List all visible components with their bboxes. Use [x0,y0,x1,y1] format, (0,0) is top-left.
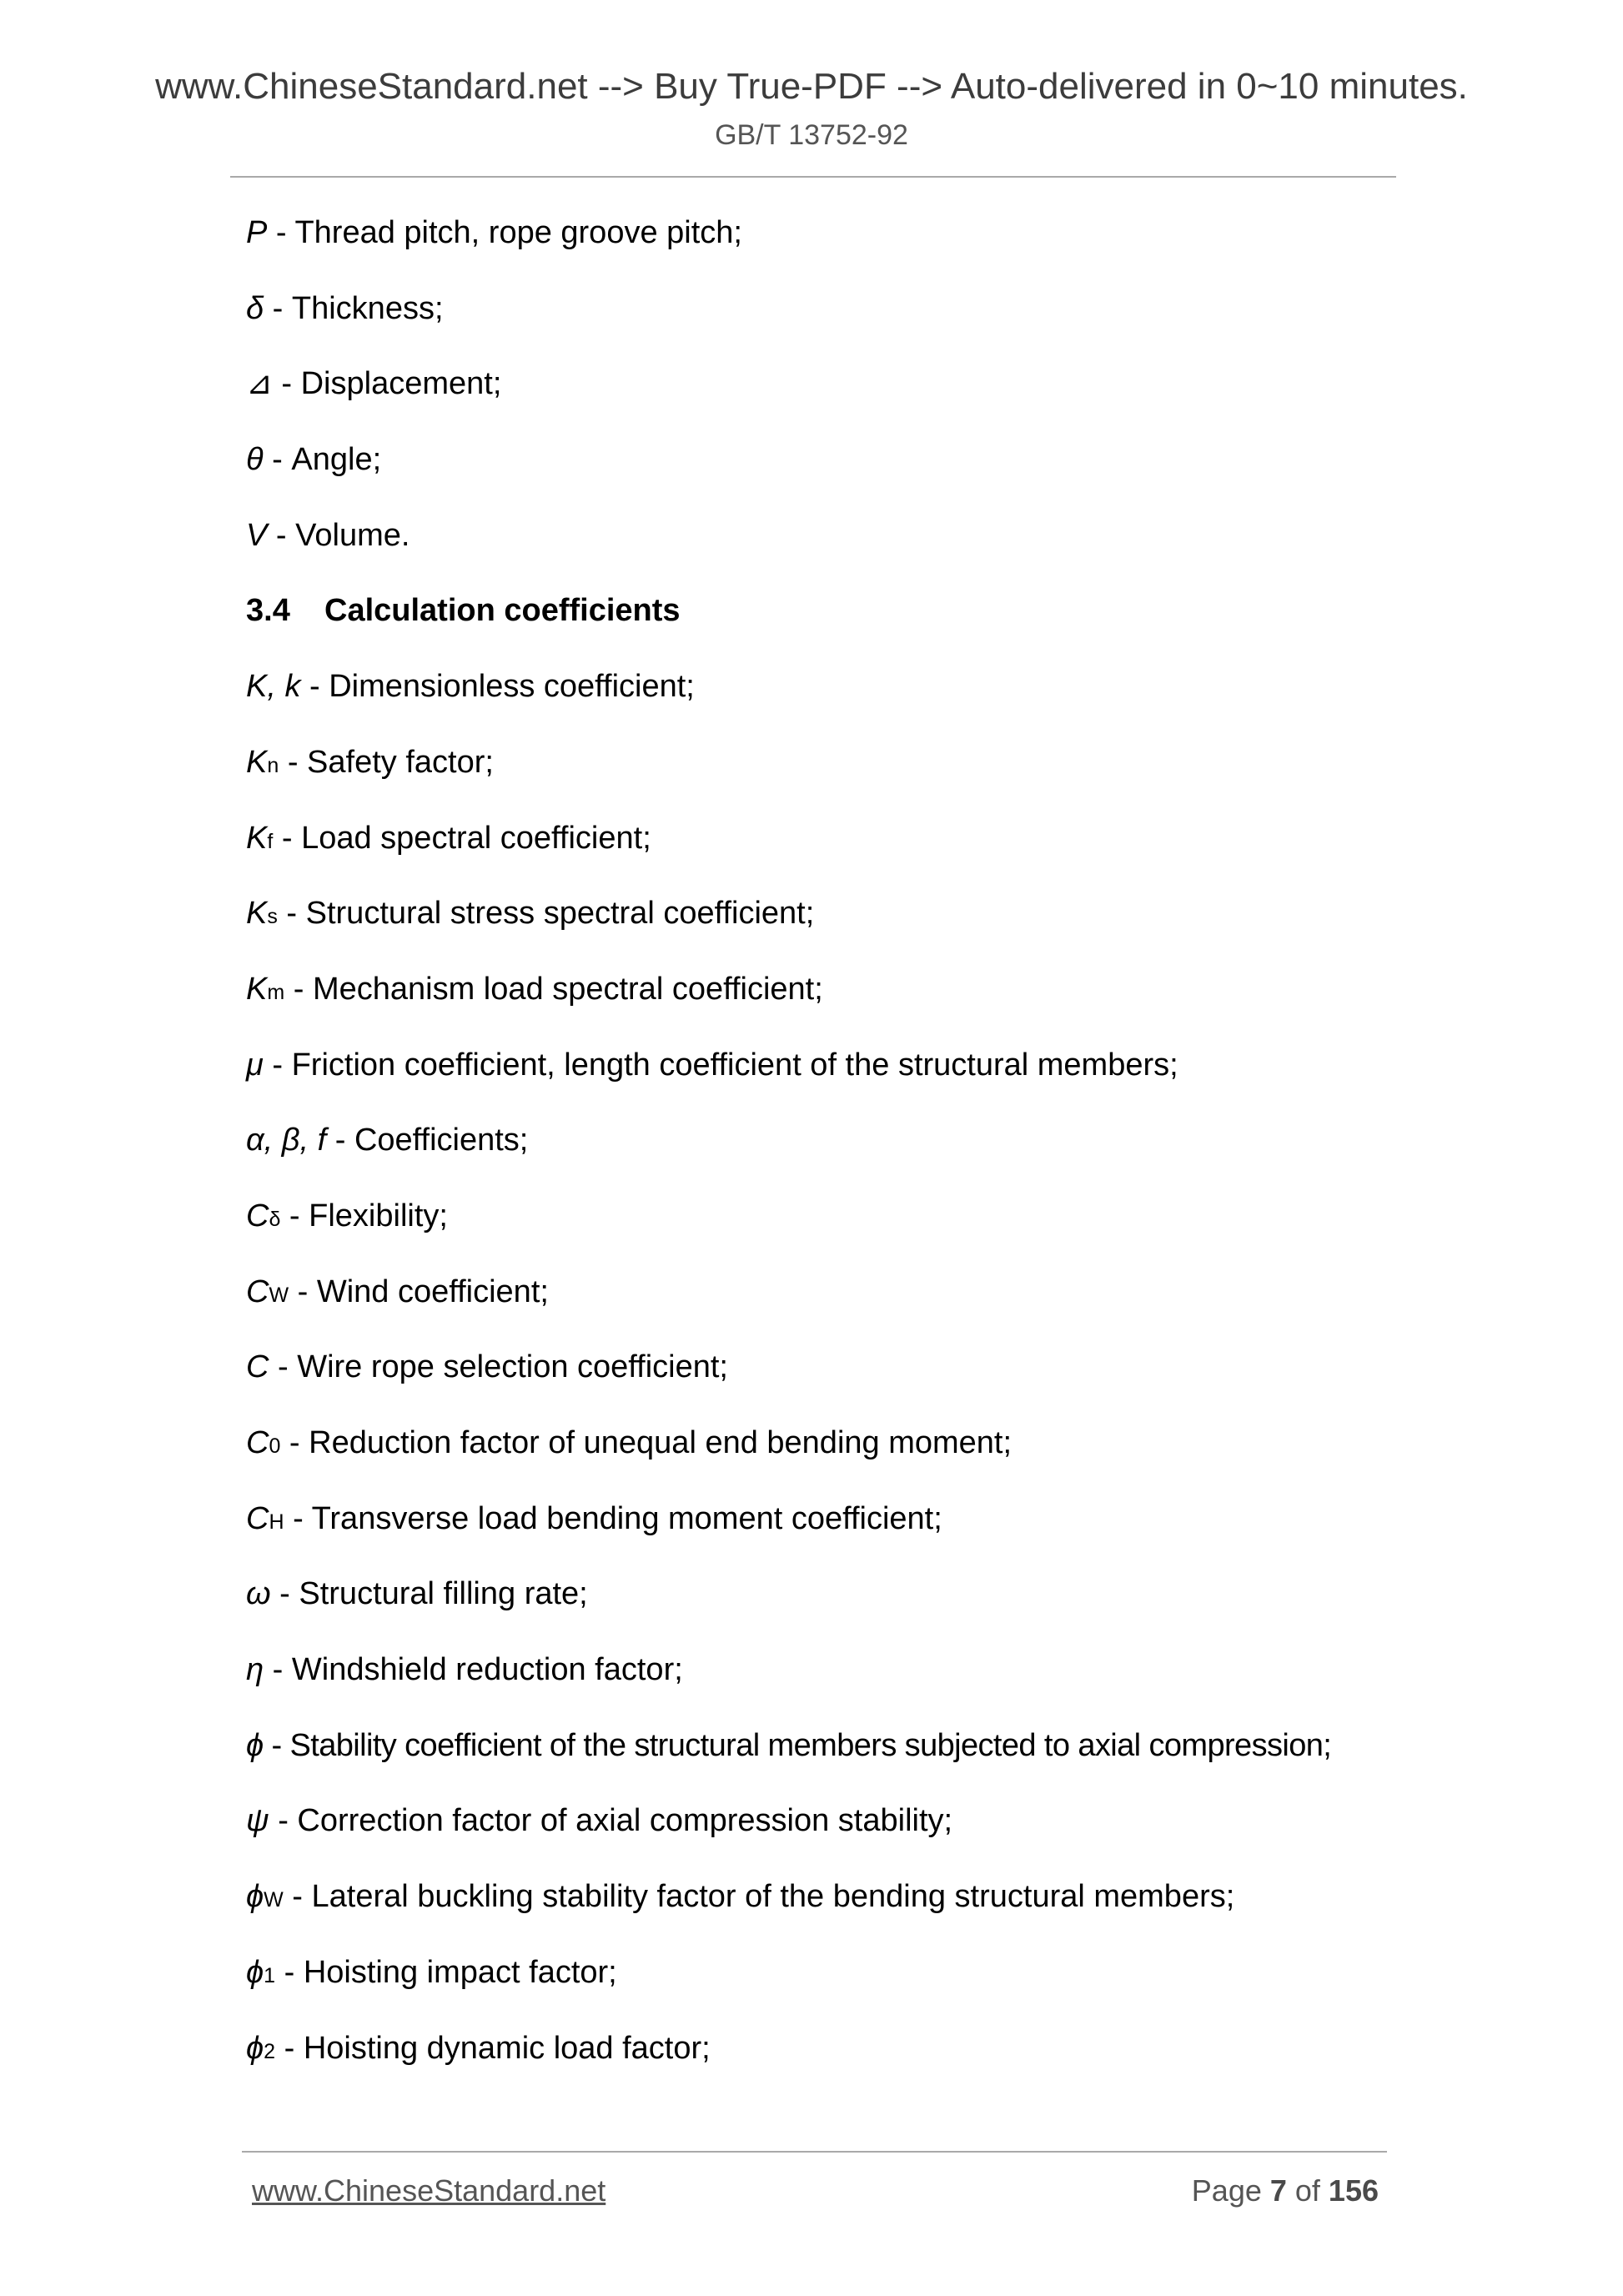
symbol-description: - Lateral buckling stability factor of the bending structural members; [283,1879,1235,1915]
symbol-entry [246,208,1414,284]
symbol: C [246,1349,269,1385]
symbol-description: - Structural stress spectral coefficient; [277,896,815,932]
current-page-number: 7 [1269,2173,1287,2208]
symbol: P [246,215,268,250]
symbol-entry [246,662,1414,738]
symbol: δ [246,290,264,326]
header-divider [230,176,1396,178]
symbol-subscript: 2 [264,2039,276,2063]
symbol-description: - Volume. [267,517,410,553]
symbol-entry [246,1721,1414,1797]
symbol: ϕ [246,1954,264,1990]
symbol-entry [246,1268,1414,1344]
symbol-subscript: δ [269,1207,281,1231]
total-pages-number: 156 [1328,2173,1379,2208]
symbol-entry [246,889,1414,965]
symbol: C [246,1425,269,1460]
symbol: ϕ [246,1727,264,1763]
symbol-subscript: W [264,1888,284,1912]
symbol-entry [246,738,1414,814]
footer-site-link[interactable]: www.ChineseStandard.net [252,2173,606,2208]
symbol-subscript: m [267,980,285,1004]
symbol: θ [246,442,264,478]
symbol-entry [246,814,1414,890]
section-number: 3.4 [246,593,290,629]
document-body [246,208,1414,2099]
symbol: ψ [246,1803,269,1839]
symbol: ω [246,1576,271,1612]
symbol-entry [246,1192,1414,1268]
symbol-entry [246,1419,1414,1495]
symbol-description: - Hoisting impact factor; [275,1954,617,1990]
symbol-subscript: f [267,829,274,853]
symbol-description: - Flexibility; [280,1198,448,1233]
symbol-entry [246,965,1414,1041]
symbol-entry [246,1343,1414,1419]
symbol-entry [246,511,1414,587]
symbol-subscript: n [267,753,279,777]
symbol-description: - Dimensionless coefficient; [300,669,695,705]
symbol: K [246,896,268,932]
symbol-description: - Thickness; [264,290,444,326]
symbol-entry [246,435,1414,511]
symbol-entry [246,284,1414,360]
symbol-description: - Friction coefficient, length coefficient of the structural members; [263,1047,1178,1083]
section-heading [246,586,1414,662]
symbol-entry [246,1495,1414,1570]
site-banner: www.ChineseStandard.net --> Buy True-PDF --> Auto-delivered in 0~10 minutes. [155,66,1468,107]
symbol: μ [246,1047,264,1083]
symbol-entry [246,1872,1414,1948]
symbol: C [246,1274,269,1309]
symbol-entry [246,1116,1414,1192]
symbol-description: - Safety factor; [279,744,494,780]
symbol: K, k [246,669,301,705]
symbol: K [246,971,268,1007]
symbol-description: - Mechanism load spectral coefficient; [284,971,823,1007]
symbol-description: - Reduction factor of unequal end bending moment; [280,1425,1012,1460]
symbol-description: - Transverse load bending moment coefficient; [284,1500,942,1536]
page-label: Page [1191,2173,1270,2208]
symbol-description: - Load spectral coefficient; [273,820,651,856]
symbol: ϕ [246,1879,264,1915]
symbol-description: - Coefficients; [326,1123,529,1158]
symbol: η [246,1652,264,1688]
symbol-description: - Angle; [263,442,382,478]
symbol: ϕ [246,2030,264,2066]
symbol-description: - Wind coefficient; [289,1274,549,1309]
symbol-entry [246,1570,1414,1645]
symbol: C [246,1198,269,1233]
symbol-subscript: 0 [269,1434,281,1458]
symbol-description: - Thread pitch, rope groove pitch; [267,215,742,250]
symbol: K [246,744,268,780]
symbol-entry [246,2024,1414,2100]
page-indicator [1192,2172,1379,2210]
symbol-entry [246,1041,1414,1117]
symbol-subscript: W [269,1283,289,1307]
symbol-subscript: s [267,905,278,929]
symbol-subscript: H [269,1510,284,1534]
symbol-entry [246,1948,1414,2024]
symbol-description: - Windshield reduction factor; [264,1652,683,1688]
symbol: C [246,1500,269,1536]
symbol: V [246,517,268,553]
symbol-description: - Stability coefficient of the structural members subjected to axial compression; [263,1727,1332,1763]
symbol: K [246,820,268,856]
symbol-subscript: 1 [264,1963,276,1987]
symbol: ⊿ [246,366,273,402]
symbol-description: - Structural filling rate; [270,1576,588,1612]
symbol-description: - Wire rope selection coefficient; [269,1349,728,1385]
symbol-entry [246,1645,1414,1721]
standard-code: GB/T 13752-92 [715,119,908,151]
symbol: α, β, f [246,1123,327,1158]
page-of-label: of [1286,2173,1329,2208]
symbol-entry [246,359,1414,435]
symbol-description: - Displacement; [272,366,502,402]
footer-divider [242,2151,1387,2153]
symbol-entry [246,1796,1414,1872]
symbol-description: - Correction factor of axial compression stability; [269,1803,953,1839]
section-title: Calculation coefficients [324,593,681,629]
symbol-description: - Hoisting dynamic load factor; [275,2030,711,2066]
